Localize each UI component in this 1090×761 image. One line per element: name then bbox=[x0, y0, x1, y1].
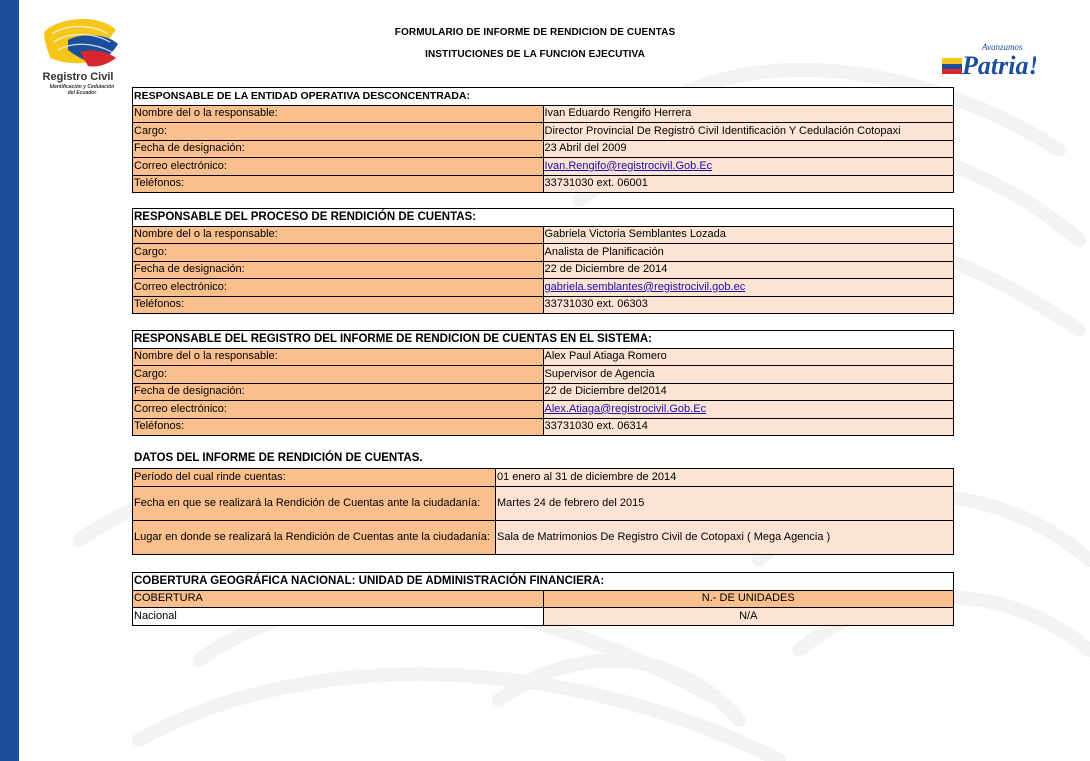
value-phones: 33731030 ext. 06303 bbox=[543, 296, 954, 314]
label-designation-date: Fecha de designación: bbox=[133, 261, 544, 279]
label-email: Correo electrónico: bbox=[133, 401, 544, 419]
value-period: 01 enero al 31 de diciembre de 2014 bbox=[496, 469, 954, 487]
value-accountability-place: Sala de Matrimonios De Registro Civil de Cotopaxi ( Mega Agencia ) bbox=[496, 520, 954, 554]
section-title: RESPONSABLE DEL REGISTRO DEL INFORME DE RENDICION DE CUENTAS EN EL SISTEMA: bbox=[133, 331, 954, 349]
units-column-header: N.- DE UNIDADES bbox=[543, 590, 954, 608]
form-title: FORMULARIO DE INFORME DE RENDICION DE CUENTAS bbox=[394, 27, 676, 38]
value-name: Alex Paul Atiaga Romero bbox=[543, 348, 954, 366]
label-name: Nombre del o la responsable: bbox=[133, 348, 544, 366]
label-phones: Teléfonos: bbox=[133, 296, 544, 314]
label-accountability-date: Fecha en que se realizará la Rendición de Cuentas ante la ciudadanía: bbox=[133, 486, 496, 520]
value-phones: 33731030 ext. 06001 bbox=[543, 175, 954, 193]
value-phones: 33731030 ext. 06314 bbox=[543, 418, 954, 436]
section-geographic-coverage bbox=[132, 572, 954, 626]
section-title: RESPONSABLE DEL PROCESO DE RENDICIÓN DE CUENTAS: bbox=[133, 209, 954, 227]
section-report-data bbox=[132, 468, 954, 555]
value-accountability-date: Martes 24 de febrero del 2015 bbox=[496, 486, 954, 520]
value-position: Supervisor de Agencia bbox=[543, 366, 954, 384]
email-link[interactable]: Ivan.Rengifo@registrocivil.Gob.Ec bbox=[543, 158, 954, 176]
label-designation-date: Fecha de designación: bbox=[133, 140, 544, 158]
label-position: Cargo: bbox=[133, 366, 544, 384]
value-position: Director Provincial De Registró Civil Identificación Y Cedulación Cotopaxi bbox=[543, 123, 954, 141]
email-link[interactable]: Alex.Atiaga@registrocivil.Gob.Ec bbox=[543, 401, 954, 419]
svg-text:Identificación y Cedulación: Identificación y Cedulación bbox=[49, 84, 115, 90]
section-entity-responsible bbox=[132, 87, 954, 193]
label-period: Período del cual rinde cuentas: bbox=[133, 469, 496, 487]
label-accountability-place: Lugar en donde se realizará la Rendición de Cuentas ante la ciudadanía: bbox=[133, 520, 496, 554]
section-title: RESPONSABLE DE LA ENTIDAD OPERATIVA DESCONCENTRADA: bbox=[133, 88, 954, 106]
value-name: Ivan Eduardo Rengifo Herrera bbox=[543, 105, 954, 123]
left-accent-bar bbox=[0, 0, 19, 761]
coverage-national-value: N/A bbox=[543, 608, 954, 626]
svg-text:Patria!: Patria! bbox=[962, 51, 1036, 80]
value-position: Analista de Planificación bbox=[543, 244, 954, 262]
label-phones: Teléfonos: bbox=[133, 418, 544, 436]
label-position: Cargo: bbox=[133, 244, 544, 262]
report-data-title: DATOS DEL INFORME DE RENDICIÓN DE CUENTAS. bbox=[134, 452, 423, 464]
value-designation-date: 22 de Diciembre del2014 bbox=[543, 383, 954, 401]
coverage-national-label: Nacional bbox=[133, 608, 544, 626]
coverage-column-header: COBERTURA bbox=[133, 590, 544, 608]
email-link[interactable]: gabriela.semblantes@registrocivil.gob.ec bbox=[543, 279, 954, 297]
label-email: Correo electrónico: bbox=[133, 279, 544, 297]
section-title: COBERTURA GEOGRÁFICA NACIONAL: UNIDAD DE ADMINISTRACIÓN FINANCIERA: bbox=[133, 573, 954, 591]
label-phones: Teléfonos: bbox=[133, 175, 544, 193]
value-name: Gabriela Victoria Semblantes Lozada bbox=[543, 226, 954, 244]
value-designation-date: 22 de Diciembre de 2014 bbox=[543, 261, 954, 279]
section-system-registration-responsible bbox=[132, 330, 954, 436]
label-position: Cargo: bbox=[133, 123, 544, 141]
svg-text:del Ecuador: del Ecuador bbox=[67, 90, 97, 96]
label-name: Nombre del o la responsable: bbox=[133, 105, 544, 123]
section-process-responsible bbox=[132, 208, 954, 314]
patria-logo bbox=[940, 36, 1036, 84]
form-subtitle: INSTITUCIONES DE LA FUNCION EJECUTIVA bbox=[425, 49, 645, 60]
svg-text:Registro Civil: Registro Civil bbox=[42, 71, 114, 83]
label-designation-date: Fecha de designación: bbox=[133, 383, 544, 401]
svg-text:Avanzamos: Avanzamos bbox=[982, 42, 1023, 52]
value-designation-date: 23 Abril del 2009 bbox=[543, 140, 954, 158]
label-email: Correo electrónico: bbox=[133, 158, 544, 176]
label-name: Nombre del o la responsable: bbox=[133, 226, 544, 244]
